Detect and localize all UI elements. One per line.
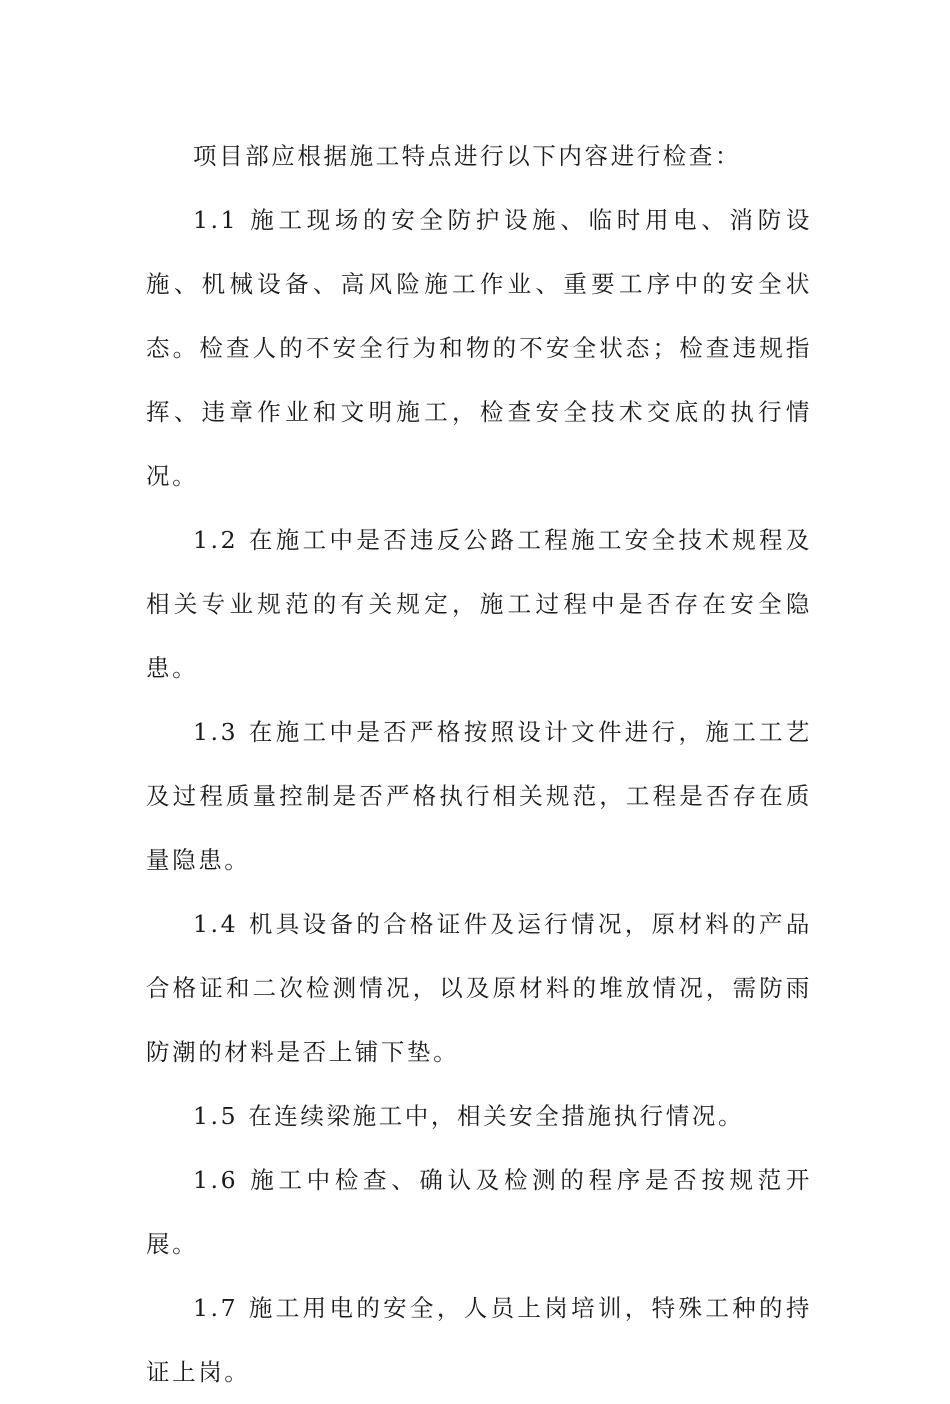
- item-number: 1.4: [193, 910, 239, 938]
- document-body: [146, 124, 812, 1404]
- list-item: [146, 1084, 812, 1148]
- item-text: 施工现场的安全防护设施、临时用电、消防设施、机械设备、高风险施工作业、重要工序中的安全状态。检查人的不安全行为和物的不安全状态；检查违规指挥、违章作业和文明施工，检查安全技术交底的执行情况。: [146, 206, 812, 490]
- item-number: 1.3: [193, 718, 239, 746]
- list-item: [146, 700, 812, 892]
- item-number: 1.5: [193, 1102, 239, 1130]
- list-item: [146, 1276, 812, 1404]
- item-text: 在连续梁施工中，相关安全措施执行情况。: [248, 1102, 745, 1130]
- item-text: 在施工中是否违反公路工程施工安全技术规程及相关专业规范的有关规定，施工过程中是否存在安全隐患。: [146, 526, 812, 682]
- list-item: [146, 508, 812, 700]
- item-text: 在施工中是否严格按照设计文件进行，施工工艺及过程质量控制是否严格执行相关规范，工程是否存在质量隐患。: [146, 718, 812, 874]
- item-number: 1.7: [193, 1294, 239, 1322]
- item-text: 施工中检查、确认及检测的程序是否按规范开展。: [146, 1166, 812, 1258]
- list-item: [146, 1148, 812, 1276]
- list-item: [146, 892, 812, 1084]
- intro-paragraph: 项目部应根据施工特点进行以下内容进行检查：: [193, 142, 742, 170]
- item-number: 1.1: [193, 206, 239, 234]
- item-text: 施工用电的安全，人员上岗培训，特殊工种的持证上岗。: [146, 1294, 812, 1386]
- item-number: 1.6: [193, 1166, 239, 1194]
- item-number: 1.2: [193, 526, 239, 554]
- item-text: 机具设备的合格证件及运行情况，原材料的产品合格证和二次检测情况，以及原材料的堆放情况，需防雨防潮的材料是否上铺下垫。: [146, 910, 812, 1066]
- list-item: [146, 188, 812, 508]
